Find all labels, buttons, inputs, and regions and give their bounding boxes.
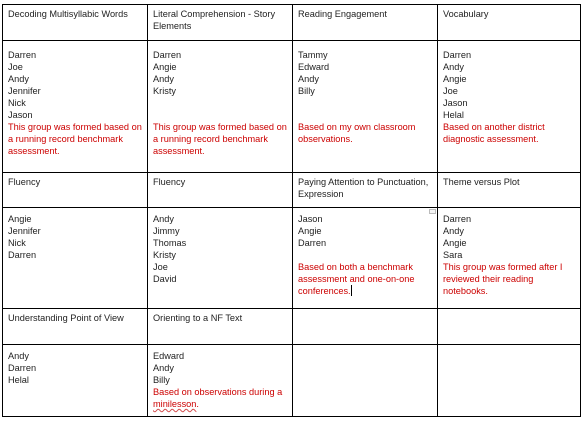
table-row-header	[3, 5, 581, 41]
student-name: Jason	[298, 214, 323, 224]
student-name: Angie	[8, 214, 32, 224]
student-name: Joe	[8, 62, 23, 72]
student-name: Jason	[8, 110, 33, 120]
table-cell[interactable]	[293, 41, 438, 173]
table-cell[interactable]	[293, 5, 438, 41]
grouping-table	[2, 4, 581, 417]
student-name: Edward	[153, 351, 185, 361]
student-name: Jennifer	[8, 86, 41, 96]
table-row-body	[3, 41, 581, 173]
table-cell[interactable]	[438, 173, 581, 208]
table-cell[interactable]	[148, 208, 293, 309]
spellcheck-underline: minilesson	[153, 399, 197, 409]
student-name: Tammy	[298, 50, 328, 60]
student-name: Angie	[443, 74, 467, 84]
table-cell[interactable]	[438, 309, 581, 345]
student-name: Darren	[443, 214, 472, 224]
table-cell[interactable]	[438, 41, 581, 173]
student-name: Jason	[443, 98, 468, 108]
student-name: Kristy	[153, 250, 176, 260]
student-name: Angie	[298, 226, 322, 236]
group-note: Based on another district diagnostic assessment.	[443, 122, 545, 144]
student-name: Andy	[153, 214, 174, 224]
table-cell[interactable]	[148, 173, 293, 208]
table-cell[interactable]	[3, 309, 148, 345]
student-name: Jimmy	[153, 226, 180, 236]
table-row-body	[3, 208, 581, 309]
group-note: Based on observations during a minilesson.	[153, 387, 283, 409]
table-cell[interactable]	[148, 5, 293, 41]
student-name: David	[153, 274, 177, 284]
student-name: Nick	[8, 238, 26, 248]
table-row-header	[3, 309, 581, 345]
table-cell[interactable]	[3, 41, 148, 173]
group-note: This group was formed based on a running record benchmark assessment.	[8, 122, 142, 156]
table-cell[interactable]	[293, 173, 438, 208]
table-cell[interactable]	[3, 5, 148, 41]
student-name: Nick	[8, 98, 26, 108]
group-note: This group was formed based on a running record benchmark assessment.	[153, 122, 287, 156]
table-cell[interactable]	[148, 345, 293, 417]
table-row-body	[3, 345, 581, 417]
group-title: Orienting to a NF Text	[153, 313, 243, 323]
student-name: Andy	[153, 74, 174, 84]
table-cell[interactable]	[3, 208, 148, 309]
table-cell[interactable]	[3, 173, 148, 208]
student-name: Helal	[443, 110, 464, 120]
group-title: Fluency	[8, 177, 41, 187]
group-note: This group was formed after I reviewed their reading notebooks.	[443, 262, 563, 296]
student-name: Andy	[298, 74, 319, 84]
student-name: Darren	[8, 363, 37, 373]
student-name: Joe	[443, 86, 458, 96]
student-name: Andy	[153, 363, 174, 373]
student-name: Darren	[153, 50, 182, 60]
table-cell[interactable]	[293, 309, 438, 345]
student-name: Sara	[443, 250, 463, 260]
student-name: Thomas	[153, 238, 187, 248]
table-cell[interactable]	[3, 345, 148, 417]
text-cursor	[351, 285, 352, 296]
group-title: Vocabulary	[443, 9, 489, 19]
table-cell[interactable]	[293, 208, 438, 309]
table-cell[interactable]	[438, 208, 581, 309]
student-name: Andy	[8, 74, 29, 84]
group-title: Literal Comprehension - Story Elements	[153, 9, 276, 31]
group-title: Reading Engagement	[298, 9, 387, 19]
student-name: Angie	[153, 62, 177, 72]
student-name: Helal	[8, 375, 29, 385]
student-name: Darren	[298, 238, 327, 248]
table-cell[interactable]	[148, 41, 293, 173]
student-name: Jennifer	[8, 226, 41, 236]
table-cell[interactable]	[293, 345, 438, 417]
cell-resize-handle[interactable]	[429, 209, 436, 214]
group-title: Paying Attention to Punctuation, Expression	[298, 177, 429, 199]
group-note-wrapper	[298, 261, 433, 297]
group-note: Based on both a benchmark assessment and one-on-one conferences.	[298, 262, 415, 296]
group-title: Understanding Point of View	[8, 313, 124, 323]
student-name: Billy	[298, 86, 315, 96]
group-title: Decoding Multisyllabic Words	[8, 9, 128, 19]
student-name: Angie	[443, 238, 467, 248]
student-name: Edward	[298, 62, 330, 72]
student-name: Kristy	[153, 86, 176, 96]
student-name: Darren	[8, 50, 37, 60]
table-row-header	[3, 173, 581, 208]
student-name: Billy	[153, 375, 170, 385]
student-name: Joe	[153, 262, 168, 272]
table-cell[interactable]	[148, 309, 293, 345]
table-cell[interactable]	[438, 5, 581, 41]
table-cell[interactable]	[438, 345, 581, 417]
student-name: Darren	[443, 50, 472, 60]
student-name: Andy	[8, 351, 29, 361]
group-note: Based on my own classroom observations.	[298, 122, 416, 144]
group-title: Fluency	[153, 177, 186, 187]
group-title: Theme versus Plot	[443, 177, 520, 187]
student-name: Darren	[8, 250, 37, 260]
student-name: Andy	[443, 62, 464, 72]
student-name: Andy	[443, 226, 464, 236]
